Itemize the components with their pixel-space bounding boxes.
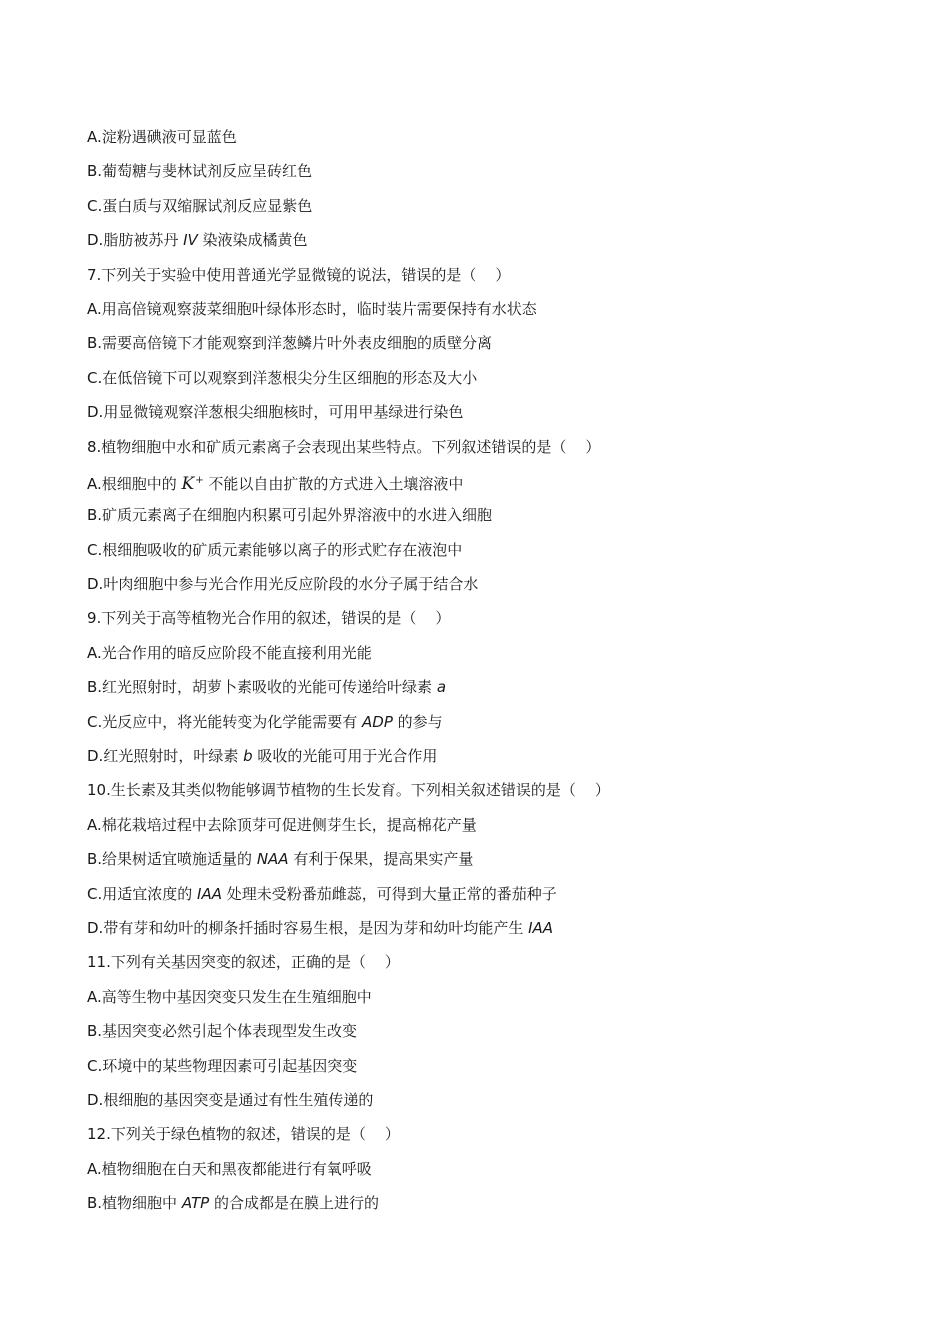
text-segment: B.葡萄糖与斐林试剂反应呈砖红色 [87, 162, 313, 181]
italic-term: b [243, 747, 253, 766]
answer-option [87, 1014, 867, 1048]
text-segment: A.棉花栽培过程中去除顶芽可促进侧芽生长，提高棉花产量 [87, 815, 477, 834]
text-segment: A.根细胞中的 [87, 474, 182, 493]
text-segment: A.用高倍镜观察菠菜细胞叶绿体形态时，临时装片需要保持有水状态 [87, 299, 537, 318]
answer-option [87, 395, 867, 429]
answer-option [87, 705, 867, 739]
text-segment: 处理未受粉番茄雌蕊，可得到大量正常的番茄种子 [221, 884, 557, 903]
text-segment: 的合成都是在膜上进行的 [209, 1194, 379, 1213]
question-stem [87, 601, 867, 635]
text-segment: 的参与 [392, 712, 443, 731]
italic-term: IAA [528, 918, 554, 937]
text-segment: 10.生长素及其类似物能够调节植物的生长发育。下列相关叙述错误的是（ ） [87, 781, 610, 800]
answer-option [87, 911, 867, 945]
answer-option [87, 808, 867, 842]
italic-term: ADP [362, 712, 393, 731]
answer-option [87, 670, 867, 704]
text-segment: C.在低倍镜下可以观察到洋葱根尖分生区细胞的形态及大小 [87, 368, 478, 387]
ion-symbol: K [181, 473, 195, 494]
question-stem [87, 773, 867, 807]
text-segment: 11.下列有关基因突变的叙述，正确的是（ ） [87, 953, 400, 972]
italic-term: a [436, 678, 447, 697]
answer-option [87, 292, 867, 326]
text-segment: 不能以自由扩散的方式进入土壤溶液中 [203, 474, 464, 493]
italic-term: IV [183, 231, 198, 250]
text-segment: D.根细胞的基因突变是通过有性生殖传递的 [87, 1090, 374, 1109]
answer-option [87, 877, 867, 911]
question-stem [87, 258, 867, 292]
question-stem [87, 945, 867, 979]
text-segment: 有利于保果，提高果实产量 [288, 850, 474, 869]
answer-option [87, 567, 867, 601]
text-segment: 染液染成橘黄色 [197, 231, 308, 250]
answer-option [87, 1083, 867, 1117]
italic-term: NAA [256, 850, 289, 869]
text-segment: B.给果树适宜喷施适量的 [87, 850, 257, 869]
text-segment: C.光反应中，将光能转变为化学能需要有 [87, 712, 363, 731]
text-segment: A.高等生物中基因突变只发生在生殖细胞中 [87, 987, 372, 1006]
text-segment: 吸收的光能可用于光合作用 [252, 747, 438, 766]
text-segment: D.脂肪被苏丹 [87, 231, 184, 250]
answer-option [87, 739, 867, 773]
text-segment: A.光合作用的暗反应阶段不能直接利用光能 [87, 643, 372, 662]
italic-term: IAA [197, 884, 222, 903]
text-segment: B.植物细胞中 [87, 1194, 182, 1213]
answer-option [87, 980, 867, 1014]
text-segment: B.需要高倍镜下才能观察到洋葱鳞片叶外表皮细胞的质壁分离 [87, 334, 493, 353]
text-segment: D.用显微镜观察洋葱根尖细胞核时，可用甲基绿进行染色 [87, 403, 464, 422]
text-segment: D.带有芽和幼叶的柳条扦插时容易生根，是因为芽和幼叶均能产生 [87, 918, 529, 937]
answer-option [87, 498, 867, 532]
text-segment: B.红光照射时，胡萝卜素吸收的光能可传递给叶绿素 [87, 678, 437, 697]
italic-term: ATP [181, 1194, 210, 1213]
answer-option [87, 533, 867, 567]
text-segment: B.矿质元素离子在细胞内积累可引起外界溶液中的水进入细胞 [87, 506, 493, 525]
answer-option [87, 326, 867, 360]
answer-option [87, 189, 867, 223]
answer-option [87, 223, 867, 257]
text-segment: C.蛋白质与双缩脲试剂反应显紫色 [87, 196, 313, 215]
text-segment: D.红光照射时，叶绿素 [87, 747, 244, 766]
answer-option [87, 1186, 867, 1220]
text-segment: 8.植物细胞中水和矿质元素离子会表现出某些特点。下列叙述错误的是（ ） [87, 437, 601, 456]
question-stem [87, 430, 867, 464]
answer-option [87, 361, 867, 395]
text-segment: 7.下列关于实验中使用普通光学显微镜的说法，错误的是（ ） [87, 265, 511, 284]
text-segment: A.植物细胞在白天和黑夜都能进行有氧呼吸 [87, 1159, 372, 1178]
answer-option [87, 1152, 867, 1186]
answer-option [87, 464, 867, 498]
ion-charge-superscript: + [195, 474, 204, 486]
text-segment: B.基因突变必然引起个体表现型发生改变 [87, 1022, 358, 1041]
question-stem [87, 1117, 867, 1151]
answer-option [87, 120, 867, 154]
text-segment: C.环境中的某些物理因素可引起基因突变 [87, 1056, 358, 1075]
text-segment: 9.下列关于高等植物光合作用的叙述，错误的是（ ） [87, 609, 451, 628]
text-segment: A.淀粉遇碘液可显蓝色 [87, 128, 237, 146]
answer-option [87, 636, 867, 670]
answer-option [87, 1049, 867, 1083]
answer-option [87, 154, 867, 188]
text-segment: 12.下列关于绿色植物的叙述，错误的是（ ） [87, 1125, 400, 1144]
text-segment: C.根细胞吸收的矿质元素能够以离子的形式贮存在液泡中 [87, 540, 463, 559]
text-segment: C.用适宜浓度的 [87, 884, 198, 903]
text-segment: D.叶肉细胞中参与光合作用光反应阶段的水分子属于结合水 [87, 575, 479, 594]
answer-option [87, 842, 867, 876]
question-list [87, 120, 867, 1221]
